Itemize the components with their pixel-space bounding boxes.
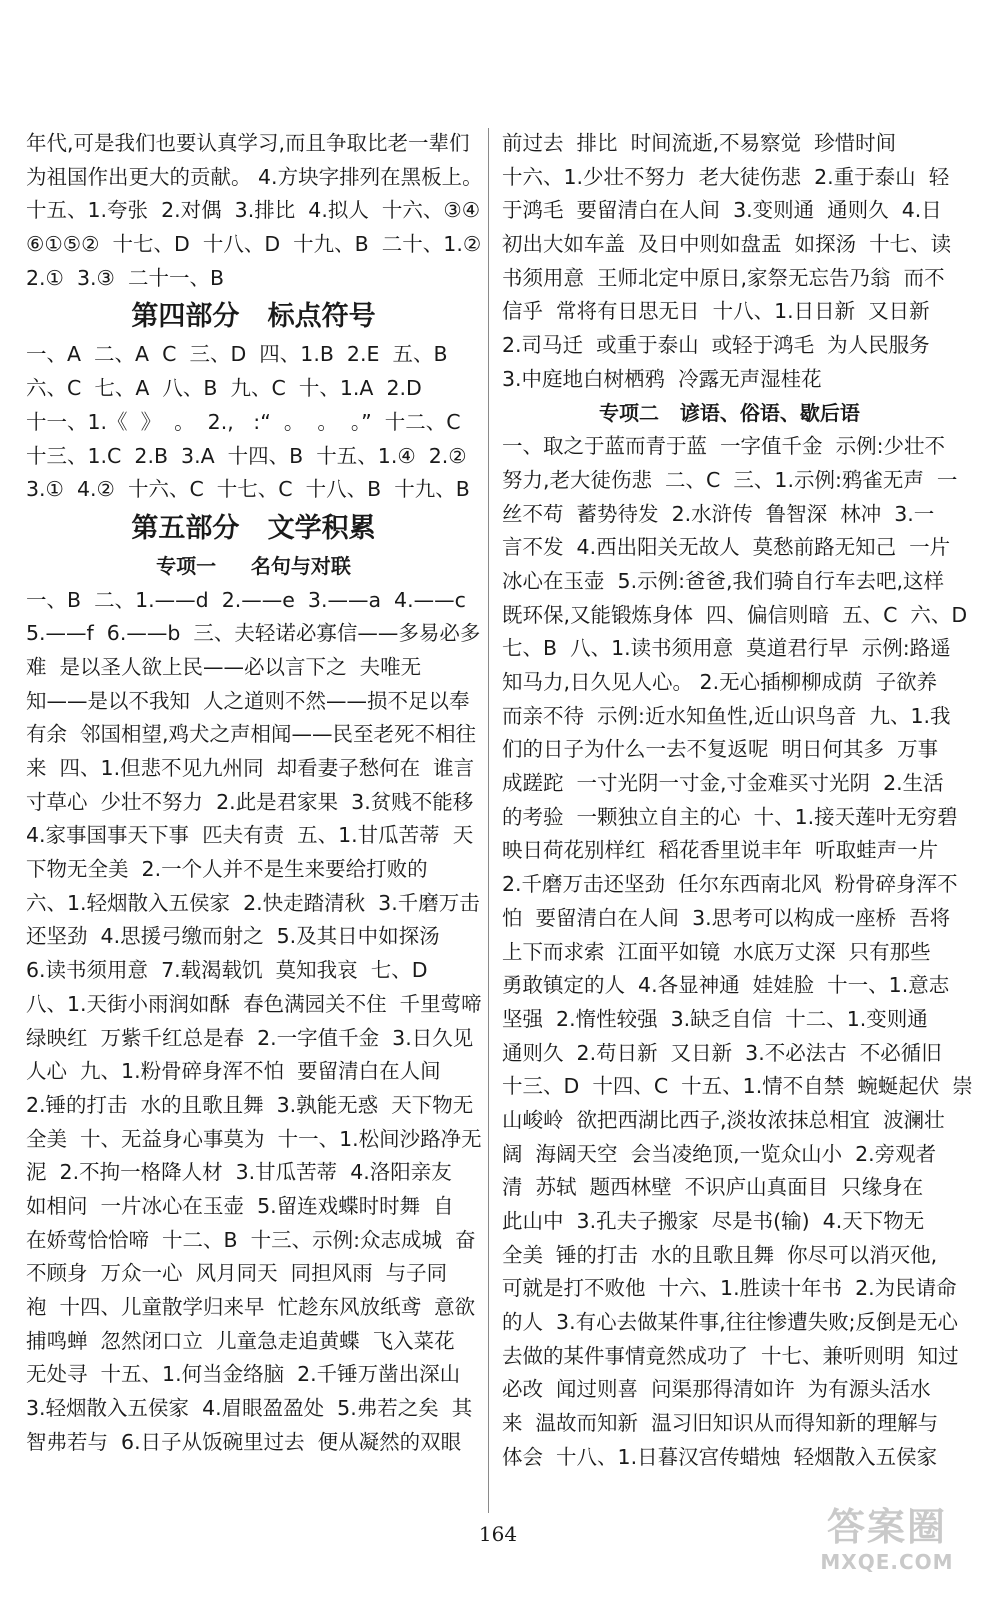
answer-line: 6.读书须用意 7.载渴载饥 莫知我哀 七、D — [26, 958, 428, 983]
answer-line: 六、C 七、A 八、B 九、C 十、1.A 2.D — [26, 376, 422, 401]
answer-line: 4.家事国事天下事 匹夫有责 五、1.甘瓜苦蒂 天 — [26, 823, 474, 848]
answer-line: 七、B 八、1.读书须用意 莫道君行早 示例:路遥 — [502, 636, 951, 661]
answer-line: 坚强 2.惰性较强 3.缺乏自信 十二、1.变则通 — [502, 1006, 928, 1031]
answer-line: 有余 邻国相望,鸡犬之声相闻——民至老死不相往 — [26, 722, 477, 747]
answer-line: 可就是打不败他 十六、1.胜读十年书 2.为民请命 — [502, 1276, 957, 1301]
answer-line: 清 苏轼 题西林壁 不识庐山真面目 只缘身在 — [502, 1175, 924, 1200]
part-heading: 第五部分 文学积累 — [131, 512, 376, 544]
answer-line: 为祖国作出更大的贡献。 4.方块字排列在黑板上。 — [26, 164, 483, 189]
answer-line: 智弗若与 6.日子从饭碗里过去 便从凝然的双眼 — [26, 1429, 462, 1454]
answer-line: 怕 要留清白在人间 3.思考可以构成一座桥 吾将 — [502, 905, 951, 930]
answer-line: 山峻岭 欲把西湖比西子,淡妆浓抹总相宜 波澜壮 — [502, 1107, 945, 1132]
answer-line: 2.① 3.③ 二十一、B — [26, 265, 225, 290]
answer-line: 十六、1.少壮不努力 老大徒伤悲 2.重于泰山 轻 — [502, 164, 950, 189]
answer-line: 捕鸣蝉 忽然闭口立 儿童急走追黄蝶 飞入菜花 — [26, 1328, 455, 1353]
answer-line: 丝不苟 蓄势待发 2.水浒传 鲁智深 林冲 3.一 — [502, 501, 935, 526]
part-heading: 第四部分 标点符号 — [131, 301, 376, 333]
answer-line: 去做的某件事情竟然成功了 十七、兼听则明 知过 — [502, 1343, 959, 1368]
answer-line: 言不发 4.西出阳关无故人 莫愁前路无知己 一片 — [502, 535, 951, 560]
answer-line: 如相问 一片冰心在玉壶 5.留连戏蝶时时舞 自 — [26, 1193, 454, 1218]
answer-line: 上下而求索 江面平如镜 水底万丈深 只有那些 — [502, 939, 931, 964]
answer-line: 们的日子为什么一去不复返呢 明日何其多 万事 — [502, 737, 939, 762]
page-number: 164 — [478, 1522, 518, 1546]
answer-line: 3.中庭地白树栖鸦 冷露无声湿桂花 — [502, 366, 822, 391]
answer-line: 难 是以圣人欲上民——必以言下之 夫唯无 — [26, 654, 422, 679]
answer-line: 知马力,日久见人心。 2.无心插柳柳成荫 子欲养 — [502, 670, 938, 694]
answer-line: 2.千磨万击还坚劲 任尔东西南北风 粉骨碎身浑不 — [502, 872, 958, 897]
answer-line: 无处寻 十五、1.何当金络脑 2.千锤万凿出深山 — [26, 1362, 461, 1387]
answer-line: 5.——f 6.——b 三、夫轻诺必寡信——多易必多 — [26, 621, 481, 646]
right-column — [502, 127, 973, 1475]
answer-line: 3.① 4.② 十六、C 十七、C 十八、B 十九、B — [26, 477, 470, 502]
answer-line: 阔 海阔天空 会当凌绝顶,一览众山小 2.旁观者 — [502, 1141, 937, 1166]
watermark-title: 答案圈 — [826, 1505, 947, 1549]
answer-line: 还坚劲 4.思援弓缴而射之 5.及其日中如探汤 — [26, 924, 440, 949]
answer-line: 必改 闻过则喜 问渠那得清如许 为有源头活水 — [502, 1377, 931, 1402]
section-heading: 专项二 谚语、俗语、歇后语 — [599, 400, 860, 425]
answer-line: 六、1.轻烟散入五侯家 2.快走踏清秋 3.千磨万击 — [26, 890, 480, 915]
answer-line: 袍 十四、儿童散学归来早 忙趁东风放纸鸢 意欲 — [26, 1295, 476, 1319]
answer-line: 下物无全美 2.一个人并不是生来要给打败的 — [26, 857, 428, 882]
answer-line: 3.轻烟散入五侯家 4.眉眼盈盈处 5.弗若之矣 其 — [26, 1396, 473, 1421]
answer-line: 来 四、1.但悲不见九州同 却看妻子愁何在 谁言 — [26, 756, 475, 780]
answer-line: 泥 2.不拘一格降人材 3.甘瓜苦蒂 4.洛阳亲友 — [26, 1160, 452, 1185]
answer-line: 通则久 2.苟日新 又日新 3.不必法古 不必循旧 — [502, 1040, 942, 1065]
answer-line: 映日荷花别样红 稻花香里说丰年 听取蛙声一片 — [502, 838, 939, 863]
answer-line: 前过去 排比 时间流逝,不易察觉 珍惜时间 — [502, 131, 897, 155]
answer-line: 人心 九、1.粉骨碎身浑不怕 要留清白在人间 — [26, 1059, 441, 1084]
answer-line: 来 温故而知新 温习旧知识从而得知新的理解与 — [502, 1411, 939, 1436]
answer-line: 年代,可是我们也要认真学习,而且争取比老一辈们 — [26, 131, 470, 155]
answer-line: 的考验 一颗独立自主的心 十、1.接天莲叶无穷碧 — [502, 804, 958, 829]
answer-line: 信乎 常将有日思无日 十八、1.日日新 又日新 — [502, 299, 930, 324]
answer-line: 寸草心 少壮不努力 2.此是君家果 3.贫贱不能移 — [26, 789, 474, 814]
answer-line: 此山中 3.孔夫子搬家 尽是书(输) 4.天下物无 — [502, 1209, 925, 1233]
answer-line: 既环保,又能锻炼身体 四、偏信则暗 五、C 六、D — [502, 602, 968, 627]
answer-line: 2.司马迁 或重于泰山 或轻于鸿毛 为人民服务 — [502, 333, 930, 358]
answer-line: 绿映红 万紫千红总是春 2.一字值千金 3.日久见 — [26, 1025, 474, 1050]
answer-line: 全美 十、无益身心事莫为 十一、1.松间沙路净无 — [26, 1126, 482, 1151]
answer-line: 八、1.天街小雨润如酥 春色满园关不住 千里莺啼 — [26, 991, 482, 1016]
answer-line: 努力,老大徒伤悲 二、C 三、1.示例:鸦雀无声 一 — [502, 467, 958, 492]
answer-line: 一、A 二、A C 三、D 四、1.B 2.E 五、B — [26, 342, 448, 367]
answer-line: 冰心在玉壶 5.示例:爸爸,我们骑自行车去吧,这样 — [502, 568, 945, 593]
answer-line: 体会 十八、1.日暮汉宫传蜡烛 轻烟散入五侯家 — [502, 1444, 938, 1469]
answer-line: 2.锤的打击 水的且歌且舞 3.孰能无惑 天下物无 — [26, 1092, 474, 1117]
answer-line: 十三、D 十四、C 十五、1.情不自禁 蜿蜒起伏 崇 — [502, 1074, 973, 1099]
left-column — [26, 127, 481, 1459]
answer-line: 初出大如车盖 及日中则如盘盂 如探汤 十七、读 — [502, 232, 952, 257]
column-divider — [488, 128, 489, 1513]
watermark-logo — [792, 1504, 982, 1584]
answer-line: 知——是以不我知 人之道则不然——损不足以奉 — [26, 688, 470, 713]
answer-line: 成蹉跎 一寸光阴一寸金,寸金难买寸光阴 2.生活 — [502, 771, 944, 796]
answer-line: 不顾身 万众一心 风月同天 同担风雨 与子同 — [26, 1261, 448, 1286]
answer-line: 十一、1.《 》 。 2., :“ 。 。 。” 十二、C — [26, 409, 461, 434]
answer-line: 十三、1.C 2.B 3.A 十四、B 十五、1.④ 2.② — [26, 443, 467, 468]
answer-line: 十五、1.夸张 2.对偶 3.排比 4.拟人 十六、③④ — [26, 198, 481, 223]
answer-line: 的人 3.有心去做某件事,往往惨遭失败;反倒是无心 — [502, 1310, 959, 1335]
answer-line: 书须用意 王师北定中原日,家祭无忘告乃翁 而不 — [502, 265, 945, 290]
answer-line: 而亲不待 示例:近水知鱼性,近山识鸟音 九、1.我 — [502, 703, 951, 728]
answer-line: ⑥①⑤② 十七、D 十八、D 十九、B 二十、1.② — [26, 232, 482, 257]
answer-line: 一、B 二、1.——d 2.——e 3.——a 4.——c — [26, 587, 466, 612]
answer-line: 全美 锤的打击 水的且歌且舞 你尽可以消灭他, — [502, 1242, 938, 1267]
answer-line: 在娇莺恰恰啼 十二、B 十三、示例:众志成城 奋 — [26, 1227, 476, 1252]
answer-line: 勇敢镇定的人 4.各显神通 娃娃脸 十一、1.意志 — [502, 973, 950, 998]
watermark-url: MXQE.COM — [820, 1550, 954, 1574]
answer-line: 一、取之于蓝而青于蓝 一字值千金 示例:少壮不 — [502, 434, 945, 459]
section-heading: 专项一 名句与对联 — [156, 553, 351, 578]
answer-line: 于鸿毛 要留清白在人间 3.变则通 通则久 4.日 — [502, 198, 942, 223]
